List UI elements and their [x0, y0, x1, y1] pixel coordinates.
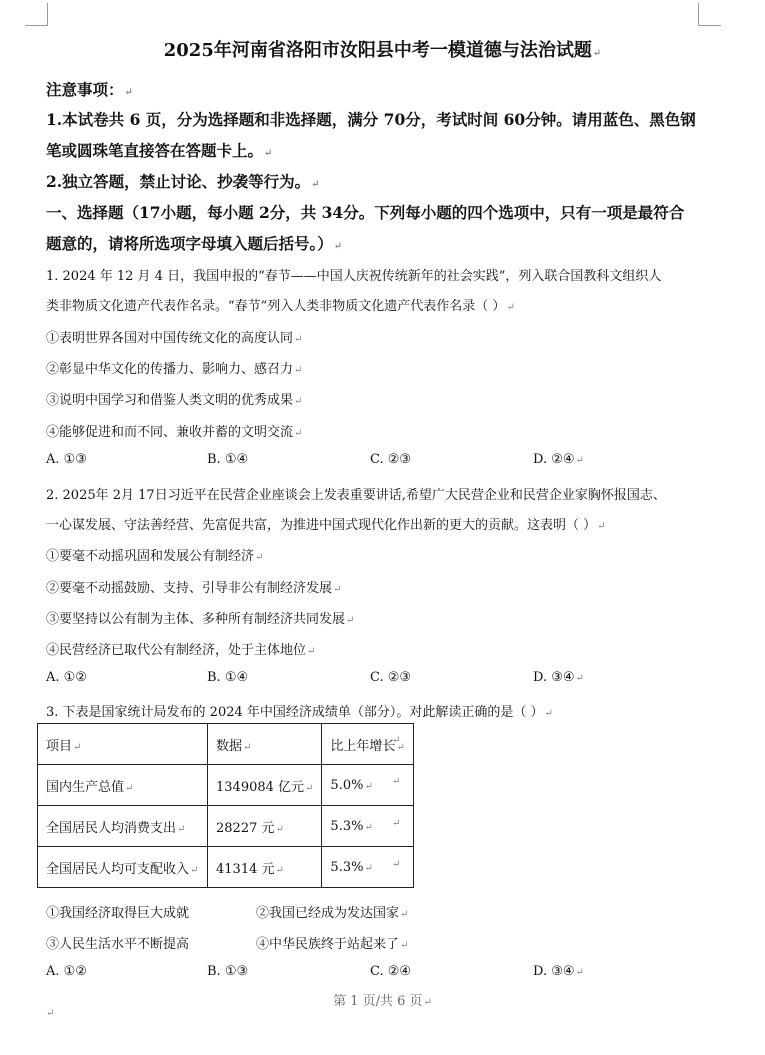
paragraph-mark: ↵ [255, 552, 264, 563]
q1-statement-4-text: ④能够促进和而不同、兼收并蓄的文明交流 [46, 425, 294, 440]
q3-option-d-text: D. ③④ [533, 964, 575, 979]
paragraph-mark: ↵ [364, 821, 373, 833]
paragraph-mark: ↵ [400, 940, 409, 951]
notice-item-1-line-1: 1.本试卷共 6 页，分为选择题和非选择题，满分 70分，考试时间 60分钟。请用蓝色、黑色钢 [46, 110, 696, 129]
paragraph-mark: ↵ [294, 396, 303, 407]
cell-text: 5.3% [330, 818, 364, 834]
paragraph-mark: ↵ [346, 615, 355, 626]
paragraph-mark: ↵ [124, 87, 133, 98]
section-heading-line-1: 一、选择题（17小题，每小题 2分，共 34分。下列每小题的四个选项中，只有一项是最符合 [46, 203, 685, 222]
q3-option-b: B. ①③ [207, 964, 249, 979]
table-cell [208, 765, 322, 806]
paragraph-mark: ↵ [575, 455, 584, 466]
q3-option-c: C. ②④ [370, 964, 412, 979]
paragraph-mark: ↵ [243, 741, 252, 753]
paragraph-mark: ↵ [190, 864, 199, 876]
notice-item-1-text: 笔或圆珠笔直接答在答题卡上。 [46, 141, 264, 160]
q2-statement-2-text: ②要毫不动摇鼓励、支持、引导非公有制经济发展 [46, 581, 333, 596]
paragraph-mark: ↵ [592, 48, 602, 59]
q2-stem-text: 一心谋发展、守法善经营、先富促共富，为推进中国式现代化作出新的更大的贡献。这表明（ ） [46, 518, 597, 533]
table-cell [38, 847, 208, 888]
paragraph-mark: ↵ [544, 708, 553, 719]
cell-text: 全国居民人均消费支出 [46, 820, 177, 836]
paragraph-mark: ↵ [305, 782, 314, 794]
q2-statement-3-text: ③要坚持以公有制为主体、多种所有制经济共同发展 [46, 612, 346, 627]
notice-item-2 [46, 170, 320, 192]
paragraph-mark: ↵ [294, 365, 303, 376]
q2-option-c: C. ②③ [370, 670, 412, 685]
row-end-mark: ↵ [392, 859, 401, 870]
cell-text: 全国居民人均可支配收入 [46, 861, 190, 877]
q2-option-d-text: D. ③④ [533, 670, 575, 685]
paragraph-mark: ↵ [46, 1008, 55, 1019]
paragraph-mark: ↵ [311, 179, 320, 190]
table-row [38, 765, 414, 806]
q2-option-b: B. ①④ [207, 670, 249, 685]
q2-statement-1-text: ①要毫不动摇巩固和发展公有制经济 [46, 549, 255, 564]
paragraph-mark: ↵ [400, 909, 409, 920]
table-cell [38, 765, 208, 806]
table-cell [208, 847, 322, 888]
table-cell [208, 806, 322, 847]
paragraph-mark: ↵ [125, 782, 134, 794]
row-end-mark: ↵ [392, 735, 401, 746]
section-heading-text: 题意的，请将所选项字母填入题后括号。） [46, 234, 333, 253]
q2-stem-line-2 [46, 514, 606, 533]
q2-statement-1 [46, 545, 263, 564]
q1-option-a: A. ①③ [46, 452, 87, 467]
q1-statement-3 [46, 389, 302, 408]
q1-option-b: B. ①④ [207, 452, 249, 467]
q3-stem [46, 701, 553, 720]
margin-corner-left [25, 3, 48, 26]
paragraph-mark: ↵ [294, 428, 303, 439]
header-growth: 比上年增长 [330, 738, 396, 754]
paragraph-mark: ↵ [275, 864, 284, 876]
table-cell [38, 806, 208, 847]
q2-stem-line-1: 2. 2025年 2月 17日习近平在民营企业座谈会上发表重要讲话,希望广大民营企业和民营企业家胸怀报国志、 [46, 488, 666, 503]
q3-statement-2-text: ②我国已经成为发达国家 [256, 906, 400, 921]
q3-option-d [533, 964, 584, 979]
q1-statement-2 [46, 358, 302, 377]
q1-option-c: C. ②③ [370, 452, 412, 467]
table-header-cell [38, 724, 208, 765]
header-item: 项目 [46, 738, 73, 754]
paragraph-mark: ↵ [177, 823, 186, 835]
q3-statement-3: ③人民生活水平不断提高 [46, 937, 190, 952]
q2-statement-4-text: ④民营经济已取代公有制经济，处于主体地位 [46, 643, 307, 658]
paragraph-mark: ↵ [275, 823, 284, 835]
notice-heading [46, 78, 133, 100]
page-footer [0, 990, 765, 1009]
q2-statement-4 [46, 639, 315, 658]
table-row [38, 806, 414, 847]
paragraph-mark: ↵ [73, 741, 82, 753]
margin-corner-right [698, 3, 721, 26]
title-text: 2025年河南省洛阳市汝阳县中考一模道德与法治试题 [163, 40, 592, 61]
q1-statement-1 [46, 327, 302, 346]
notice-heading-text: 注意事项： [46, 80, 124, 99]
q2-option-d [533, 670, 584, 685]
cell-text: 5.0% [330, 777, 364, 793]
q1-option-d [533, 452, 584, 467]
q3-statement-1: ①我国经济取得巨大成就 [46, 906, 190, 921]
q3-statement-4-text: ④中华民族终于站起来了 [256, 937, 400, 952]
q3-option-a: A. ①② [46, 964, 87, 979]
paragraph-mark: ↵ [294, 334, 303, 345]
q2-statement-3 [46, 608, 354, 627]
q3-statement-4 [256, 933, 408, 952]
section-heading-line-2 [46, 232, 342, 254]
paragraph-mark: ↵ [264, 148, 273, 159]
q1-stem-text: 类非物质文化遗产代表作名录。“春节”列入人类非物质文化遗产代表作名录（ ） [46, 299, 506, 314]
paragraph-mark: ↵ [575, 673, 584, 684]
table-header-row [38, 724, 414, 765]
q1-stem-line-1: 1. 2024 年 12 月 4 日，我国申报的“春节——中国人庆祝传统新年的社会实践”，列入联合国教科文组织人 [46, 269, 662, 284]
cell-text: 5.3% [330, 859, 364, 875]
economic-data-table [37, 723, 414, 888]
q1-option-d-text: D. ②④ [533, 452, 575, 467]
table-row [38, 847, 414, 888]
row-end-mark: ↵ [392, 818, 401, 829]
header-data: 数据 [216, 738, 243, 754]
cell-text: 国内生产总值 [46, 779, 125, 795]
q1-statement-2-text: ②彰显中华文化的传播力、影响力、感召力 [46, 362, 294, 377]
paragraph-mark: ↵ [423, 997, 432, 1008]
paragraph-mark: ↵ [364, 862, 373, 874]
paragraph-mark: ↵ [333, 584, 342, 595]
q1-statement-3-text: ③说明中国学习和借鉴人类文明的优秀成果 [46, 393, 294, 408]
q1-statement-1-text: ①表明世界各国对中国传统文化的高度认同 [46, 331, 294, 346]
paragraph-mark: ↵ [575, 967, 584, 978]
paragraph-mark: ↵ [506, 302, 515, 313]
notice-item-1-line-2 [46, 139, 272, 161]
q2-statement-2 [46, 577, 341, 596]
q2-option-a: A. ①② [46, 670, 87, 685]
paragraph-mark: ↵ [364, 780, 373, 792]
page-number: 第 1 页/共 6 页 [333, 994, 423, 1009]
notice-item-2-text: 2.独立答题，禁止讨论、抄袭等行为。 [46, 172, 311, 191]
paragraph-mark: ↵ [396, 741, 405, 753]
paragraph-mark: ↵ [307, 646, 316, 657]
cell-text: 28227 元 [216, 820, 275, 836]
cell-text: 1349084 亿元 [216, 779, 305, 795]
document-title [0, 36, 765, 62]
paragraph-mark: ↵ [597, 521, 606, 532]
q3-stem-text: 3. 下表是国家统计局发布的 2024 年中国经济成绩单（部分）。对此解读正确的是（ ） [46, 705, 544, 720]
paragraph-mark: ↵ [333, 241, 343, 252]
q1-stem-line-2 [46, 295, 515, 314]
q1-statement-4 [46, 421, 302, 440]
row-end-mark: ↵ [392, 776, 401, 787]
cell-text: 41314 元 [216, 861, 275, 877]
q3-statement-2 [256, 902, 408, 921]
table-header-cell [208, 724, 322, 765]
